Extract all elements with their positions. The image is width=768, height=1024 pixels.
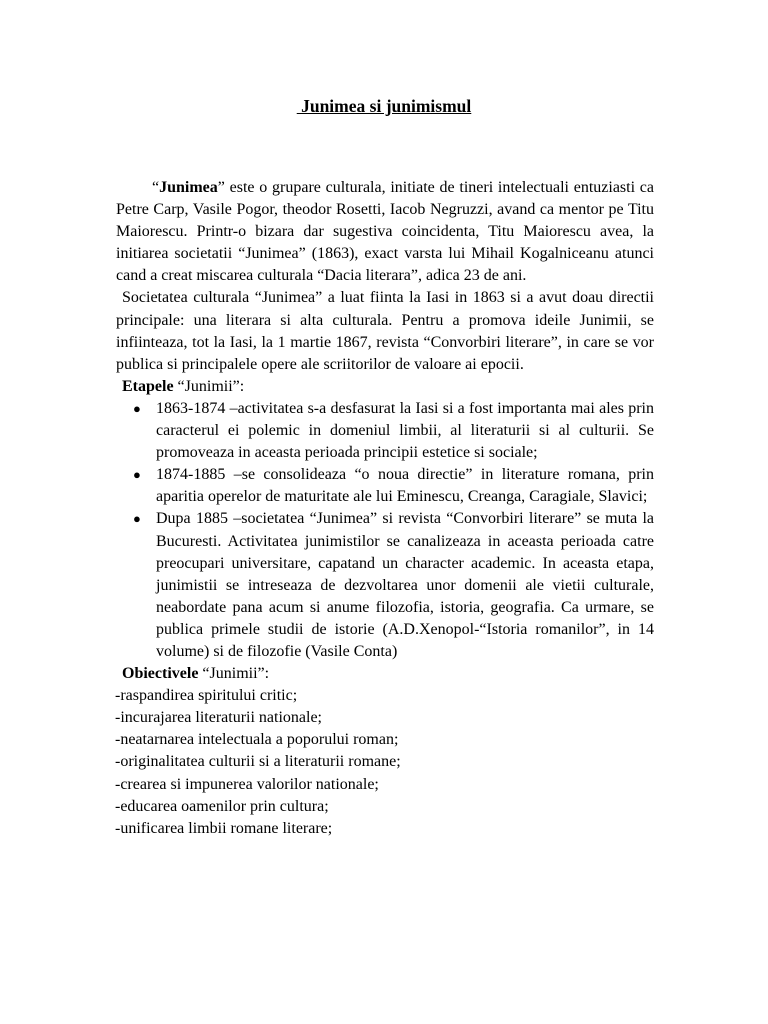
paragraph-societatea: Societatea culturala “Junimea” a luat fiinta la Iasi in 1863 si a avut doau directii principale: una literara si alta culturala. Pentru a promova ideile Junimii, se infiinteaza, tot la Iasi, la 1 martie 1867, revista “Convorbiri literare”, in care se vor publica si principalele opere ale scriitorilor de valoare ai epocii. bbox=[116, 289, 654, 373]
intro-text: ” este o grupare culturala, initiate de tineri intelectuali entuziasti ca Petre Carp, Vasile Pogor, theodor Rosetti, Iacob Negruzzi, avand ca mentor pe Titu Maiorescu. Printr-o bizara dar sugestiva coincidenta, Titu Maiorescu avea, la initiarea societatii “Junimea” (1863), exact varsta lui Mihail Kogalniceanu atunci cand a creat miscarea culturala “Dacia literara”, adica 23 de ani. bbox=[116, 179, 654, 285]
etapele-rest: “Junimii”: bbox=[173, 377, 245, 395]
list-item: -neatarnarea intelectuala a poporului roman; bbox=[115, 731, 399, 749]
bullet-icon: ● bbox=[133, 467, 141, 483]
etapa-text: 1863-1874 –activitatea s-a desfasurat la Iasi si a fost importanta mai ales prin caracterul ei polemic in domeniul limbii, al literaturii si al culturii. Se promoveaza in aceasta perioada principii estetice si sociale; bbox=[156, 399, 654, 462]
intro-paragraph bbox=[116, 177, 654, 287]
list-item: -unificarea limbii romane literare; bbox=[115, 819, 333, 837]
list-item bbox=[133, 508, 654, 663]
obiectivele-rest: “Junimii”: bbox=[198, 665, 270, 683]
etapa-text: Dupa 1885 –societatea “Junimea” si revista “Convorbiri literare” se muta la Bucuresti. Activitatea junimistilor se canalizeaza in aceasta perioada catre preocupari universitare, capatand un character academic. In aceasta etapa, junimistii se intreseaza de dezvoltarea unor domenii ale vietii culturale, neabordate pana acum si anume filozofia, istoria, geografia. Ca urmare, se publica primele studii de istorie (A.D.Xenopol-“Istoria romanilor”, in 14 volume) si de filozofie (Vasile Conta) bbox=[156, 510, 654, 660]
document-body bbox=[116, 177, 654, 840]
document-title: Junimea si junimismul bbox=[296, 96, 472, 116]
list-item: -originalitatea culturii si a literaturii romane; bbox=[115, 753, 401, 771]
obiectivele-bold: Obiectivele bbox=[122, 665, 199, 683]
bullet-icon: ● bbox=[133, 400, 141, 416]
list-item: -educarea oamenilor prin cultura; bbox=[115, 797, 329, 815]
intro-open-quote: “ bbox=[152, 179, 160, 196]
etapele-list bbox=[116, 398, 654, 663]
etapele-bold: Etapele bbox=[122, 377, 174, 395]
obiectivele-heading bbox=[116, 663, 654, 685]
obiectivele-list bbox=[115, 685, 654, 840]
etapa-text: 1874-1885 –se consolideaza “o noua directie” in literature romana, prin aparitia operelor de maturitate ale lui Eminescu, Creanga, Caragiale, Slavici; bbox=[156, 466, 654, 506]
list-item: -crearea si impunerea valorilor nationale; bbox=[115, 775, 379, 793]
intro-bold-term: Junimea bbox=[159, 179, 218, 196]
bullet-icon: ● bbox=[133, 511, 141, 527]
list-item bbox=[133, 464, 654, 508]
list-item: -incurajarea literaturii nationale; bbox=[115, 709, 322, 727]
list-item bbox=[133, 398, 654, 464]
etapele-heading bbox=[116, 376, 654, 398]
list-item: -raspandirea spiritului critic; bbox=[115, 687, 298, 705]
